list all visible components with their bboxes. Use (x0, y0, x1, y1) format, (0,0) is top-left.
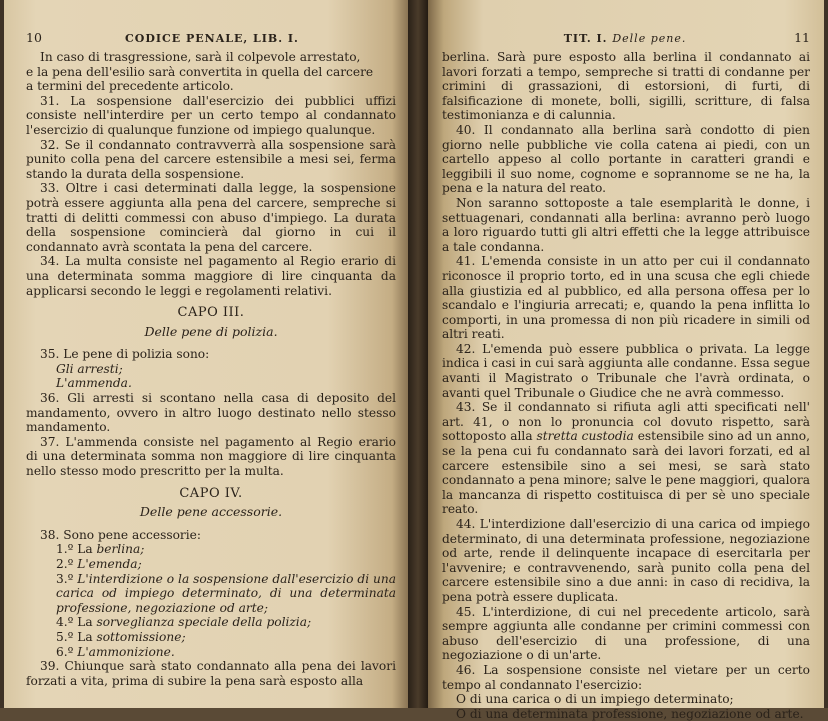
article-46: 46. La sospensione consiste nel vietare per un certo tempo al condannato l'esercizio: (442, 662, 810, 692)
left-page (4, 0, 408, 708)
article-41: 41. L'emenda consiste in un atto per cui il condannato riconosce il proprio torto, ed in una scusa che egli chiede alla giustizia ed al pubblico, ed alla persona offesa per lo scandalo e l'ingiuria arrecati; e, quando la pena inflitta lo comporti, in una promessa di non più ricadere in simili od altri reati. (442, 254, 810, 342)
article-31: 31. La sospensione dall'esercizio dei pubblici uffizi consiste nell'interdire per un certo tempo al condannato l'esercizio di qualunque funzione od impiego qualunque. (26, 93, 396, 137)
article-35: 35. Le pene di polizia sono: (40, 347, 210, 362)
running-head: CODICE PENALE, LIB. I. (125, 32, 299, 45)
article-39: 39. Chiunque sarà stato condannato alla pena dei lavori forzati a vita, prima di subire la pena sarà esposto alla (26, 659, 396, 688)
article-45: 45. L'interdizione, di cui nel precedente articolo, sarà sempre aggiunta alle condanne per crimini commessi con abuso dell'esercizio di una professione, di una negoziazione o di un'arte. (442, 604, 810, 663)
article-43: 43. Se il condannato si rifiuta agli atti specificati nell' art. 41, o non lo pronuncia col dovuto rispetto, sarà sottoposto alla stretta custodia estensibile sino ad un anno, se la pena cui fu condannato sarà dei lavori forzati, ed al carcere estensibile sino a sei mesi, se sarà stato condannato a pena minore; salve le pene maggiori, qualora la mancanza di rispetto costituisca di per sè uno speciale reato. (442, 400, 810, 517)
text-line: In caso di trasgressione, sarà il colpevole arrestato, (40, 50, 361, 64)
text-line: e la pena dell'esilio sarà convertita in quella del carcere (26, 64, 374, 79)
article-38: 38. Sono pene accessorie: (40, 527, 201, 542)
article-40-paragraph: Non saranno sottoposte a tale esemplarità le donne, i settuagenari, condannati alla berlina: avranno però luogo a loro riguardo tutti gli altri effetti che la legge attribuisce a tale condanna. (442, 195, 810, 254)
article-44: 44. L'interdizione dall'esercizio di una carica od impiego determinato, di una determinata professione, negoziazione od arte, rende il delinquente incapace di esercitarla per l'avvenire; e contravvenendo, sarà punito colla pena del carcere estensibile sino a due anni: in caso di recidiva, la pena potrà essere duplicata. (442, 517, 810, 604)
article-37: 37. L'ammenda consiste nel pagamento al Regio erario di una determinata somma non maggiore di lire cinquanta nello stesso modo prescritto per la multa. (26, 434, 396, 479)
article-39-continued: berlina. Sarà pure esposto alla berlina il condannato ai lavori forzati a tempo, sempreche si tratti di condanne per crimini di grassazioni, di estorsioni, di furti, di falsificazione di monete, bolli, sigilli, scritture, di falsa testimonianza e di calunnia. (442, 50, 810, 123)
article-40: 40. Il condannato alla berlina sarà condotto di pien giorno nelle pubbliche vie colla catena ai piedi, con un cartello appeso al collo portante in caratteri grandi e leggibili il suo nome, cognome e soprannome se ne ha, la pena e la natura del reato. (442, 122, 810, 196)
article-34: 34. La multa consiste nel pagamento al Regio erario di una determinata somma maggiore di lire cinquanta da applicarsi secondo le leggi e regolamenti relativi. (26, 254, 396, 298)
article-33: 33. Oltre i casi determinati dalla legge, la sospensione potrà essere aggiunta alla pena del carcere, sempreche si tratti di delitti commessi con abuso d'impiego. La durata della sospensione comincierà dal giorno in cui il condannato avrà scontata la pena del carcere. (26, 181, 396, 254)
chapter-title: Delle pene di polizia. (144, 323, 278, 339)
list-item: 1.º La berlina; (56, 542, 145, 557)
list-item: L'ammenda. (56, 376, 132, 391)
left-page-header (26, 30, 396, 48)
article-32: 32. Se il condannato contravverrà alla sospensione sarà punito colla pena del carcere estensibile a mesi sei, ferma stando la durata della sospensione. (26, 137, 396, 181)
chapter-heading: CAPO III. (177, 305, 245, 321)
right-page (428, 0, 824, 721)
list-item: Gli arresti; (56, 361, 123, 376)
chapter-title: Delle pene accessorie. (139, 504, 283, 520)
left-page-text (26, 50, 396, 688)
list-item: 5.º La sottomissione; (56, 629, 186, 644)
running-head: TIT. I. Delle pene. (563, 32, 687, 45)
article-36: 36. Gli arresti si scontano nella casa di deposito del mandamento, ovvero in altro luogo destinato nello stesso mandamento. (26, 391, 396, 435)
chapter-heading: CAPO IV. (179, 485, 243, 501)
right-page-text (442, 50, 810, 721)
list-item: O di una determinata professione, negoziazione od arte. (456, 706, 804, 721)
list-item: O di una carica o di un impiego determinato; (456, 692, 734, 707)
list-item: 3.º L'interdizione o la sospensione dall'esercizio di una carica od impiego determinato, di una determinata professione, negoziazione od arte; (56, 571, 396, 615)
list-item: 6.º L'ammonizione. (56, 644, 175, 659)
text-line: a termini del precedente articolo. (26, 79, 234, 94)
page-number: 10 (26, 30, 42, 45)
list-item: 2.º L'emenda; (56, 557, 142, 571)
book-gutter (408, 0, 428, 708)
article-42: 42. L'emenda può essere pubblica o privata. La legge indica i casi in cui sarà aggiunta alle condanne. Essa segue avanti il Magistrato o Tribunale che l'avrà ordinata, o avanti quel Tribunale o Giudice che ne avrà commesso. (442, 341, 810, 400)
page-number: 11 (794, 30, 810, 45)
list-item: 4.º La sorveglianza speciale della polizia; (56, 615, 312, 630)
right-page-header (442, 30, 810, 48)
